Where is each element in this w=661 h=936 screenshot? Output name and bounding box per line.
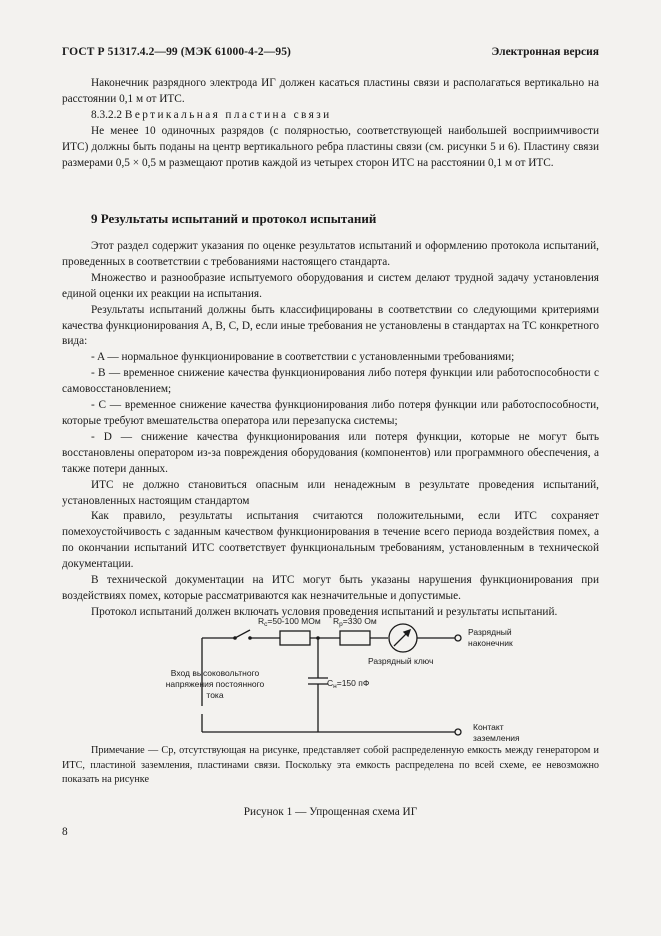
section-title: 9 Результаты испытаний и протокол испытаний <box>91 211 377 226</box>
list-item-b: - B — временное снижение качества функционирования либо потеря функции или работоспособности с самовосстановлением; <box>62 367 599 396</box>
esd-generator-circuit-diagram <box>140 602 540 747</box>
list-item-d: - D — снижение качества функционирования или потеря функции, которые не могут быть восстановлены оператором из-за повреждения оборудования (компонентов) или программного обеспечения, а также потери данных. <box>62 430 599 475</box>
discharge-tip-label-line2: наконечник <box>468 638 513 648</box>
switch-pivot <box>233 636 237 640</box>
clause-8-3-text <box>62 76 599 171</box>
subclause-title: Вертикальная пластина связи <box>124 108 332 121</box>
discharge-switch-body <box>389 624 417 652</box>
ground-contact-label-line2: заземления <box>473 733 520 743</box>
document-header-standard: ГОСТ Р 51317.4.2—99 (МЭК 61000-4-2—95) <box>62 46 291 58</box>
discharge-switch-label: Разрядный ключ <box>368 656 434 666</box>
dc-input-label-line3: тока <box>206 690 224 700</box>
paragraph: Протокол испытаний должен включать условия проведения испытаний и результаты испытаний. <box>91 605 558 618</box>
discharge-tip-label-line1: Разрядный <box>468 627 512 637</box>
paragraph: ИТС не должно становиться опасным или ненадежным в результате проведения испытаний, установленных настоящим стандартом <box>62 478 599 507</box>
list-item-c: - C — временное снижение качества функционирования либо потеря функции или работоспособности, которые требуют вмешательства оператора или перезапуска системы; <box>62 399 599 427</box>
list-item-a: - A — нормальное функционирование в соответствии с установленными требованиями; <box>91 351 515 364</box>
resistor-rd <box>340 631 370 645</box>
input-switch-blade <box>235 630 250 638</box>
paragraph: Как правило, результаты испытания считаются положительными, если ИТС сохраняет помехоустойчивость с заданным качеством функционирования в течение всего периода воздействия помех, а по окончании испытаний ИТС соответствует функциональным требованиям, установленным в технической документации. <box>62 510 599 571</box>
switch-contact <box>248 636 252 640</box>
section-9-text <box>62 239 599 621</box>
paragraph: В технической документации на ИТС могут быть указаны нарушения функционирования при воздействиях помех, которые рассматриваются как незначительные и допустимые. <box>62 574 599 602</box>
capacitor-label: $C_н=150$ пФ <box>327 678 370 690</box>
rc-label: $R_c=50-100$ МОм <box>258 616 321 628</box>
figure-caption: Рисунок 1 — Упрощенная схема ИГ <box>243 806 418 818</box>
ground-contact-label-line1: Контакт <box>473 722 504 732</box>
paragraph: Результаты испытаний должны быть классифицированы в соответствии со следующими критериями качества функционирования A, B, C, D, если иные требования не установлены в стандартах на ТС конкретного вида: <box>62 303 599 348</box>
paragraph: Множество и разнообразие испытуемого оборудования и систем делают трудной задачу установления единой оценки их реакции на испытания. <box>62 271 599 300</box>
figure-note: Примечание — Cp, отсутствующая на рисунке, представляет собой распределенную емкость между генератором и ИТС, пластиной заземления, пластинами связи. Поскольку эта емкость распределена по всей схеме, ее невозможно показать на рисунке <box>62 745 599 785</box>
resistor-rc <box>280 631 310 645</box>
paragraph: Наконечник разрядного электрода ИГ должен касаться пластины связи и располагаться вертикально на расстоянии 0,1 м от ИТС. <box>62 77 599 105</box>
paragraph: Этот раздел содержит указания по оценке результатов испытаний и оформлению протокола испытаний, проведенных в соответствии с требованиями настоящего стандарта. <box>62 240 599 268</box>
dc-input-label-line1: Вход высоковольтного <box>170 668 260 678</box>
dc-input-label-line2: напряжения постоянного <box>165 679 265 689</box>
document-header-version: Электронная версия <box>491 46 599 58</box>
paragraph: Не менее 10 одиночных разрядов (с полярностью, соответствующей наибольшей восприимчивости ИТС) должны быть поданы на центр вертикального ребра пластины связи (см. рисунки 5 и 6). Пластину связи размерами 0,5 × 0,5 м размещают против каждой из четырех сторон ИТС на расстоянии 0,1 м от ИТС. <box>62 124 599 169</box>
subclause-number: 8.3.2.2 <box>91 108 123 121</box>
subclause-heading <box>62 108 599 124</box>
junction-dot-top <box>316 636 320 640</box>
ground-contact-terminal <box>455 729 461 735</box>
page-number: 8 <box>62 826 68 838</box>
discharge-tip-terminal <box>455 635 461 641</box>
rd-label: $R_p=330$ Ом <box>333 616 377 628</box>
